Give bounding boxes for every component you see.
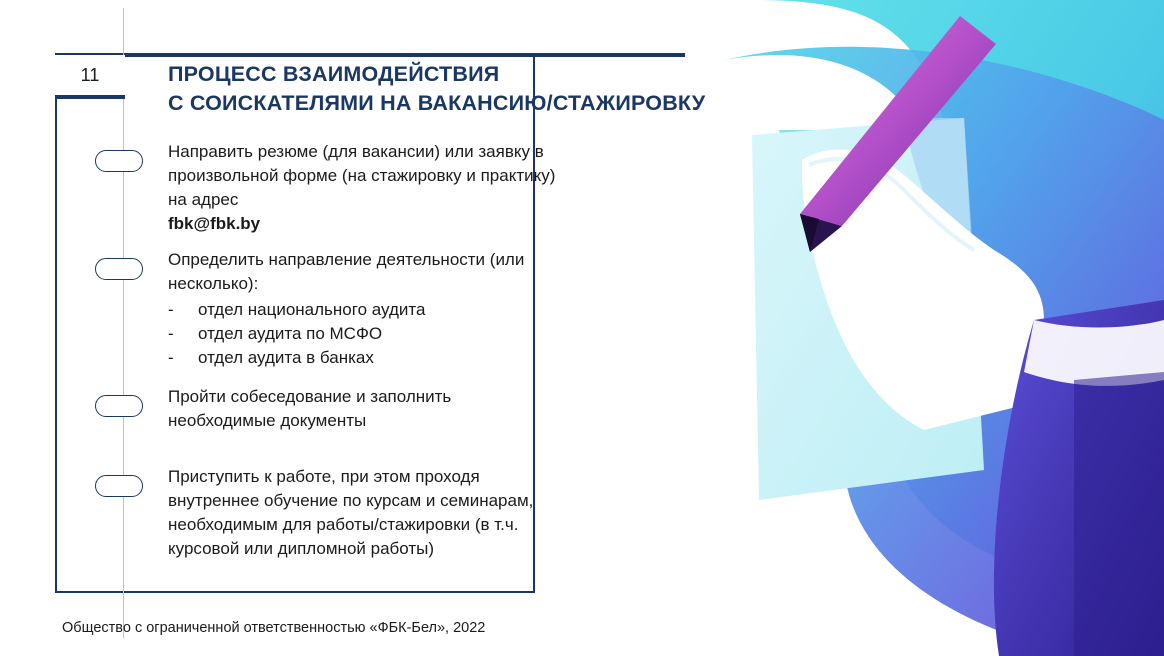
list-item xyxy=(55,465,563,561)
slide-number: 11 xyxy=(80,64,100,85)
sub-list-item xyxy=(168,298,563,322)
page-title-line-2: С СОИСКАТЕЛЯМИ НА ВАКАНСИЮ/СТАЖИРОВКУ xyxy=(168,91,706,115)
slide-number-box xyxy=(55,55,125,99)
step-sub-list xyxy=(168,298,563,370)
dash-marker: - xyxy=(168,324,174,343)
step-text-wrapper xyxy=(168,140,563,236)
page-title xyxy=(168,60,808,118)
step-text: Определить направление деятельности (или несколько): xyxy=(168,250,525,293)
step-text-wrapper xyxy=(168,385,563,433)
step-text: Направить резюме (для вакансии) или заявку в произвольной форме (на стажировку и практику) на адрес xyxy=(168,142,556,209)
step-text: Пройти собеседование и заполнить необходимые документы xyxy=(168,387,452,430)
step-text-wrapper xyxy=(168,248,563,370)
list-item xyxy=(55,140,563,236)
step-text: Приступить к работе, при этом проходя внутреннее обучение по курсам и семинарам, необходимым для работы/стажировки (в т.ч. курсовой или дипломной работы) xyxy=(168,467,534,558)
sub-list-item xyxy=(168,346,563,370)
sub-list-item-label: отдел аудита по МСФО xyxy=(198,324,383,343)
slide-top-rule xyxy=(55,53,685,57)
list-item xyxy=(55,385,563,433)
sub-list-item xyxy=(168,322,563,346)
contact-email[interactable]: fbk@fbk.by xyxy=(168,214,261,233)
dash-marker: - xyxy=(168,348,174,367)
page-title-line-1: ПРОЦЕСС ВЗАИМОДЕЙСТВИЯ xyxy=(168,62,500,86)
footer-copyright: Общество с ограниченной ответственностью «ФБК-Бел», 2022 xyxy=(62,620,486,636)
pill-bullet-icon xyxy=(95,395,143,417)
sub-list-item-label: отдел аудита в банках xyxy=(198,348,374,367)
list-item xyxy=(55,248,563,370)
pill-bullet-icon xyxy=(95,258,143,280)
sub-list-item-label: отдел национального аудита xyxy=(198,300,426,319)
dash-marker: - xyxy=(168,300,174,319)
step-text-wrapper xyxy=(168,465,563,561)
pill-bullet-icon xyxy=(95,475,143,497)
pill-bullet-icon xyxy=(95,150,143,172)
